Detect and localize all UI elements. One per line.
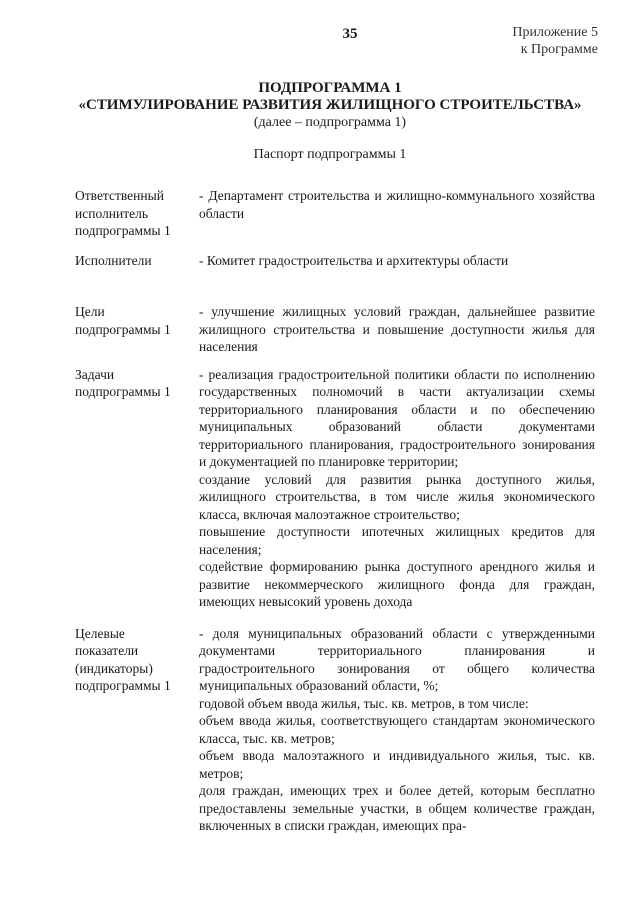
row-label <box>75 252 195 270</box>
value-paragraph: содействие формированию рынка доступного арендного жилья и развитие некоммерческого жилищного фонда для граждан, имеющих невысокий уровень дохода <box>199 559 595 609</box>
row-value <box>195 366 595 611</box>
label-line: подпрограммы 1 <box>75 678 171 693</box>
label-line: Ответственный <box>75 188 164 203</box>
title-line-2: «СТИМУЛИРОВАНИЕ РАЗВИТИЯ ЖИЛИЩНОГО СТРОИТЕЛЬСТВА» <box>78 97 582 113</box>
row-label <box>75 187 195 240</box>
label-line: Исполнители <box>75 252 152 268</box>
row-responsible <box>75 187 595 240</box>
value-paragraph: объем ввода жилья, соответствующего стандартам экономического класса, тыс. кв. метров; <box>199 713 595 746</box>
page-number: 35 <box>342 26 358 42</box>
value-paragraph: - улучшение жилищных условий граждан, дальнейшее развитие жилищного строительства и повышение доступности жилья для населения <box>199 304 595 354</box>
value-paragraph: - доля муниципальных образований области с утвержденными документами территориального планирования и градостроительного зонирования от общего количества муниципальных образований области, %; <box>199 625 595 693</box>
row-executors <box>75 252 595 270</box>
value-paragraph: доля граждан, имеющих трех и более детей, которым бесплатно предоставлены земельные участки, в общем количестве граждан, включенных в списки граждан, имеющих пра- <box>199 783 595 833</box>
document-title <box>60 80 600 132</box>
passport-title: Паспорт подпрограммы 1 <box>253 147 407 162</box>
value-paragraph: создание условий для развития рынка доступного жилья, жилищного строительства, в том числе жилья экономического класса, включая малоэтажное строительство; <box>199 471 595 522</box>
row-label <box>75 366 195 401</box>
appendix-line-1: Приложение 5 <box>512 25 598 40</box>
title-line-3: (далее – подпрограмма 1) <box>253 115 407 130</box>
row-value <box>195 303 595 356</box>
row-value <box>195 252 595 270</box>
value-paragraph: - Комитет градостроительства и архитектуры области <box>199 252 509 268</box>
appendix-line-2: к Программе <box>520 42 598 57</box>
label-line: Целевые <box>75 625 125 641</box>
label-line: подпрограммы 1 <box>75 384 171 399</box>
value-paragraph: - реализация градостроительной политики области по исполнению государственных полномочий в части актуализации схемы территориального планирования области и по обеспечению муниципальных образований области документами территориального планирования, градостроительного зонирования и документацией по планировке территории; <box>199 366 595 469</box>
row-goals <box>75 303 595 356</box>
label-line: показатели <box>75 643 139 658</box>
label-line: Задачи <box>75 366 115 382</box>
label-line: (индикаторы) <box>75 660 153 676</box>
label-line: подпрограммы 1 <box>75 223 171 238</box>
row-value <box>195 625 595 835</box>
value-paragraph: - Департамент строительства и жилищно-коммунального хозяйства области <box>199 188 595 221</box>
row-tasks <box>75 366 595 611</box>
label-line: подпрограммы 1 <box>75 321 171 337</box>
title-line-1: ПОДПРОГРАММА 1 <box>258 80 402 96</box>
appendix-reference <box>512 24 598 58</box>
value-paragraph: годовой объем ввода жилья, тыс. кв. метров, в том числе: <box>199 695 529 711</box>
row-value <box>195 187 595 222</box>
row-indicators <box>75 625 595 835</box>
value-paragraph: повышение доступности ипотечных жилищных кредитов для населения; <box>199 524 595 557</box>
row-label <box>75 625 195 695</box>
passport-table <box>75 187 595 835</box>
label-line: исполнитель <box>75 205 148 221</box>
row-label <box>75 303 195 338</box>
value-paragraph: объем ввода малоэтажного и индивидуального жилья, тыс. кв. метров; <box>199 748 595 781</box>
label-line: Цели <box>75 304 105 319</box>
